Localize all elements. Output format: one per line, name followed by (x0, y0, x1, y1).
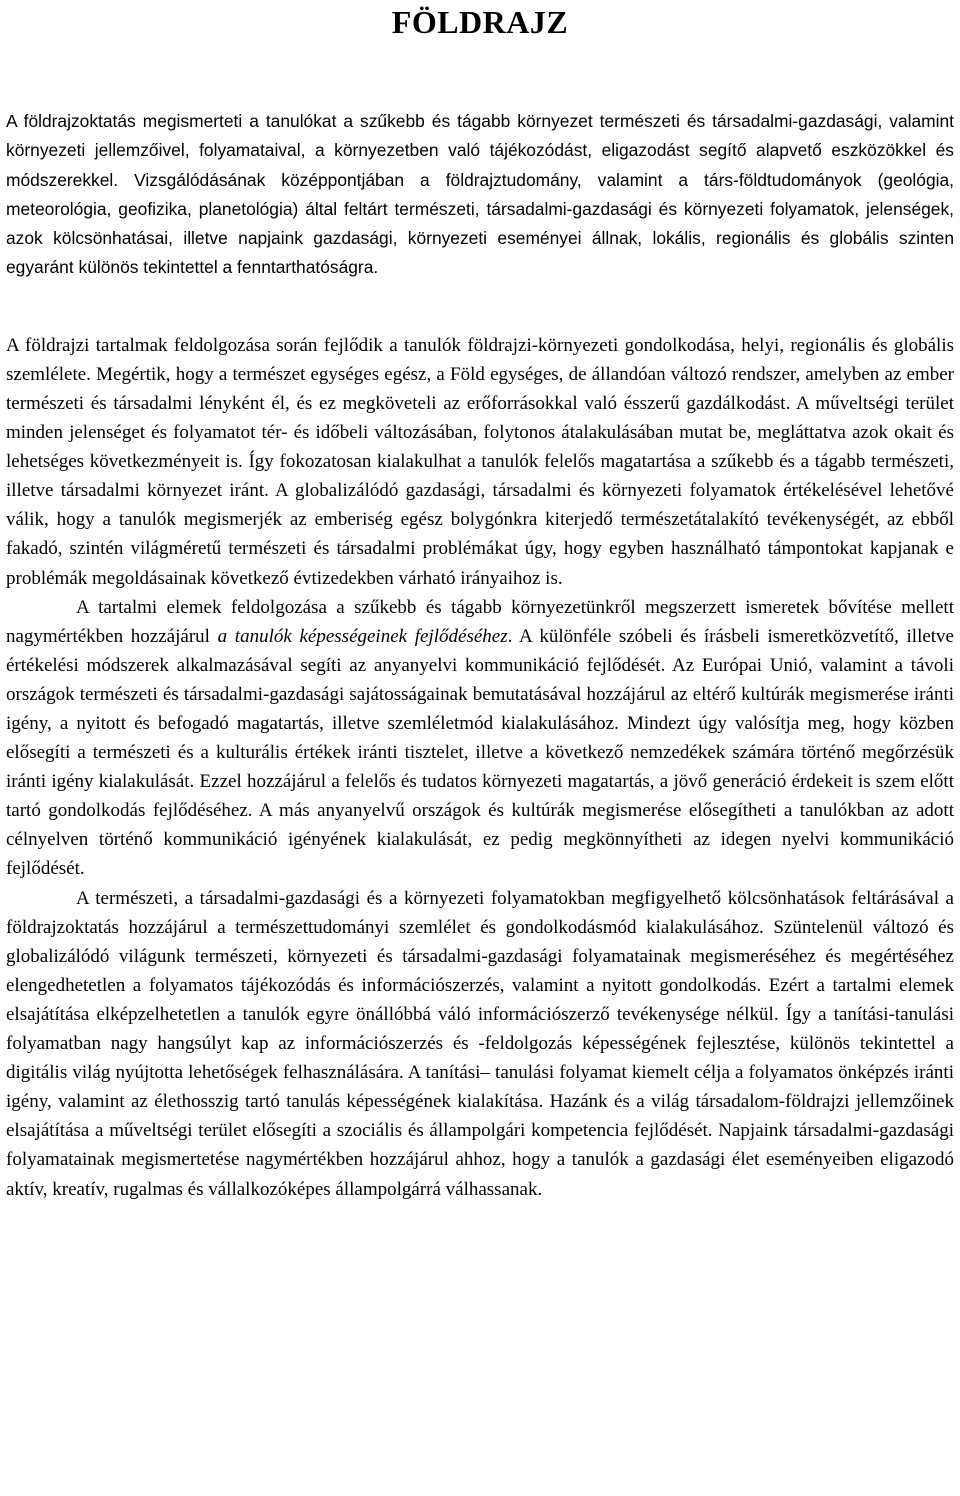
intro-paragraph: A földrajzoktatás megismerteti a tanulókat a szűkebb és tágabb környezet természeti és társadalmi-gazdasági, valamint környezeti jellemzőivel, folyamataival, a környezetben való tájékozódást, eligazodást segítő alapvető eszközökkel és módszerekkel. Vizsgálódásának középpontjában a földrajztudomány, valamint a társ-földtudományok (geológia, meteorológia, geofizika, planetológia) által feltárt természeti, társadalmi-gazdasági és környezeti folyamatok, jelenségek, azok kölcsönhatásai, illetve napjaink gazdasági, környezeti eseményei állnak, lokális, regionális és globális szinten egyaránt különös tekintettel a fenntarthatóságra. (6, 111, 954, 278)
page-title: FÖLDRAJZ (391, 4, 569, 40)
paragraph-skills-rest: . A különféle szóbeli és írásbeli ismeretközvetítő, illetve értékelési módszerek alkalmazásával segíti az anyanyelvi kommunikáció fejlődését. Az Európai Unió, valamint a távoli országok természeti és társadalmi-gazdasági sajátosságainak bemutatásával hozzájárul az eltérő kultúrák megismerése iránti igény, a nyitott és befogadó magatartás, illetve szemléletmód kialakulásához. Mindezt úgy valósítja meg, hogy közben elősegíti a természeti és a kulturális értékek iránti tisztelet, illetve a következő nemzedékek számára történő megőrzésük iránti igény kialakulását. Ezzel hozzájárul a felelős és tudatos környezeti magatartás, a jövő generáció érdekeit is szem előtt tartó gondolkodás fejlődéséhez. A más anyanyelvű országok és kultúrák megismerése elősegítheti a tanulókban az adott célnyelven történő kommunikáció igényének kialakulását, ez pedig megkönnyítheti az idegen nyelvi kommunikáció fejlődését. (6, 625, 954, 880)
paragraph-skills-start: A tartalmi elemek feldolgozása a szűkebb és tágabb környezetünkről megszerzett ismeretek bővítése mellett nagymértékben hozzájárul (6, 596, 954, 647)
paragraph-science: A természeti, a társadalmi-gazdasági és a környezeti folyamatokban megfigyelhető kölcsönhatások feltárásával a földrajzoktatás hozzájárul a természettudományi szemlélet és gondolkodásmód kialakulásához. Szüntelenül változó és globalizálódó világunk természeti, környezeti és társadalmi-gazdasági folyamatainak megismeréséhez és megértéséhez elengedhetetlen a folyamatos tájékozódás és információszerzés, valamint a nyitott gondolkodás. Ezért a tartalmi elemek elsajátítása elképzelhetetlen a tanulók egyre önállóbbá váló információszerző tevékenysége nélkül. Így a tanítási-tanulási folyamatban nagy hangsúlyt kap az információszerzés és -feldolgozás képességének fejlesztése, különös tekintettel a digitális világ nyújtotta lehetőségek felhasználására. A tanítási– tanulási folyamat kiemelt célja a folyamatos önképzés iránti igény, valamint az élethosszig tartó tanulás képességének kialakítása. Hazánk és a világ társadalom-földrajzi jellemzőinek elsajátítása a műveltségi terület elősegíti a szociális és állampolgári kompetencia fejlődését. Napjaink társadalmi-gazdasági folyamatainak megismertetése nagymértékben hozzájárul ahhoz, hogy a tanulók a gazdasági élet eseményeiben eligazodó aktív, kreatív, rugalmas és vállalkozóképes állampolgárrá válhassanak. (6, 887, 954, 1200)
paragraph-thinking: A földrajzi tartalmak feldolgozása során fejlődik a tanulók földrajzi-környezeti gondolkodása, helyi, regionális és globális szemlélete. Megértik, hogy a természet egységes egész, a Föld egységes, de állandóan változó rendszer, amelyben az ember természeti és társadalmi lényként él, és ez megköveteli az erőforrásokkal való ésszerű gazdálkodást. A műveltségi terület minden jelenséget és folyamatot tér- és időbeli változásában, folytonos átalakulásában mutat be, megláttatva azok okait és lehetséges következményeit is. Így fokozatosan kialakulhat a tanulók felelős magatartása a szűkebb és a tágabb természeti, illetve társadalmi környezet iránt. A globalizálódó gazdasági, társadalmi és környezeti folyamatok értékelésével lehetővé válik, hogy a tanulók megismerjék az emberiség egész bolygónkra kiterjedő természetátalakító tevékenységét, az ebből fakadó, szintén világméretű természeti és társadalmi problémákat úgy, hogy egyben használható támpontokat kapjanak e problémák megoldásainak következő évtizedekben várható irányaihoz is. (6, 334, 954, 589)
paragraph-skills (6, 593, 954, 884)
paragraph-skills-emphasis: a tanulók képességeinek fejlődéséhez (217, 625, 508, 647)
document-page (6, 0, 954, 1204)
